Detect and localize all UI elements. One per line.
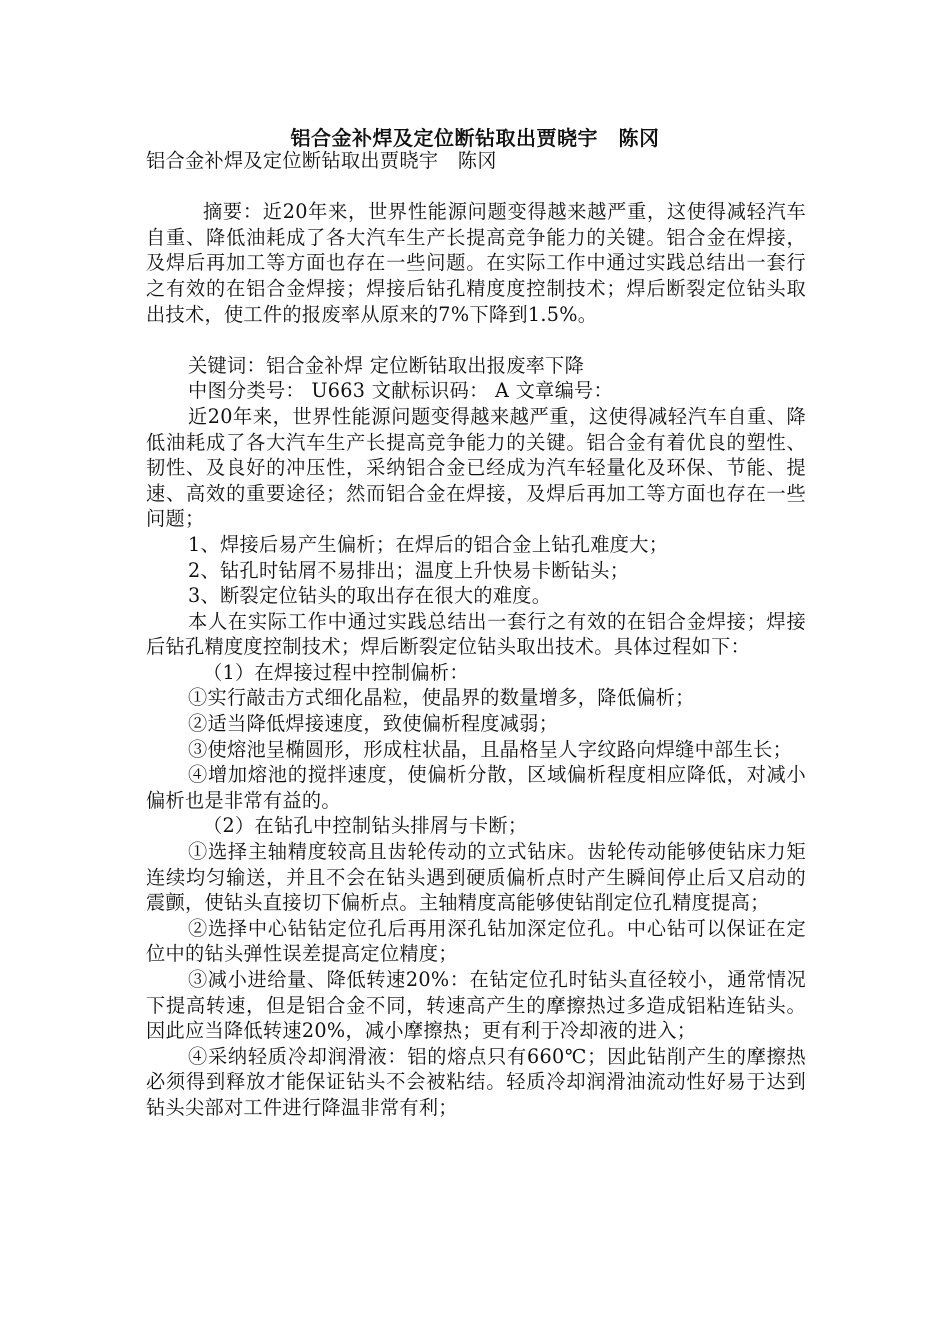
list-item: ①实行敲击方式细化晶粒，使晶界的数量增多，降低偏析； xyxy=(188,686,695,710)
body-paragraph: 近20年来，世界性能源问题变得越来越严重，这使得减轻汽车自重、降低油耗成了各大汽车生产长提高竞争能力的关键。铝合金有着优良的塑性、韧性、及良好的冲压性，采纳铝合金已经成为汽车轻量化及环保、节能、提速、高效的重要途径；然而铝合金在焊接，及焊后再加工等方面也存在一些问题； xyxy=(146,404,806,531)
list-item: ④增加熔池的搅拌速度，使偏析分散，区域偏析程度相应降低，对减小偏析也是非常有益的。 xyxy=(146,763,806,812)
section-heading: （2）在钻孔中控制钻头排屑与卡断； xyxy=(203,814,528,838)
document-title: 铝合金补焊及定位断钻取出贾晓宇 陈冈 xyxy=(290,126,660,150)
list-item: ①选择主轴精度较高且齿轮传动的立式钻床。齿轮传动能够使钻床力矩连续均匀输送，并且不会在钻头遇到硬质偏析点时产生瞬间停止后又启动的震颤，使钻头直接切下偏析点。主轴精度高能够使钻削定位孔精度提高； xyxy=(146,840,806,915)
list-item: ③使熔池呈椭圆形，形成柱状晶，且晶格呈人字纹路向焊缝中部生长； xyxy=(188,737,793,761)
list-item: ③减小进给量、降低转速20%：在钻定位孔时钻头直径较小，通常情况下提高转速，但是铝合金不同，转速高产生的摩擦热过多造成铝粘连钻头。因此应当降低转速20%，减小摩擦热；更有利于冷却液的进入； xyxy=(146,968,806,1043)
document-subtitle: 铝合金补焊及定位断钻取出贾晓宇 陈冈 xyxy=(146,149,497,172)
section-heading: （1）在焊接过程中控制偏析： xyxy=(203,660,469,684)
keywords-line: 关键词：铝合金补焊 定位断钻取出报废率下降 xyxy=(188,353,585,377)
classification-line: 中图分类号： U663 文献标识码： A 文章编号： xyxy=(188,379,614,403)
list-item: 1、焊接后易产生偏析；在焊后的铝合金上钻孔难度大； xyxy=(188,532,669,556)
abstract-paragraph: 摘要：近20年来，世界性能源问题变得越来越严重，这使得减轻汽车自重、降低油耗成了各大汽车生产长提高竞争能力的关键。铝合金在焊接，及焊后再加工等方面也存在一些问题。在实际工作中通过实践总结出一套行之有效的在铝合金焊接；焊接后钻孔精度度控制技术；焊后断裂定位钻头取出技术，使工件的报废率从原来的7%下降到1.5%。 xyxy=(146,200,806,326)
blank-line xyxy=(146,327,806,353)
list-item: 2、钻孔时钻屑不易排出；温度上升快易卡断钻头； xyxy=(188,558,630,582)
list-item: ②适当降低焊接速度，致使偏析程度减弱； xyxy=(188,712,559,736)
list-item: 3、断裂定位钻头的取出存在很大的难度。 xyxy=(188,584,552,608)
list-item: ④采纳轻质冷却润滑液：铝的熔点只有660℃；因此钻削产生的摩擦热必须得到释放才能保证钻头不会被粘结。轻质冷却润滑油流动性好易于达到钻头尖部对工件进行降温非常有利； xyxy=(146,1044,806,1119)
list-item: ②选择中心钻钻定位孔后再用深孔钻加深定位孔。中心钻可以保证在定位中的钻头弹性误差提高定位精度； xyxy=(146,916,806,966)
document-body xyxy=(146,148,806,1121)
blank-line xyxy=(146,174,806,200)
body-paragraph: 本人在实际工作中通过实践总结出一套行之有效的在铝合金焊接；焊接后钻孔精度度控制技术；焊后断裂定位钻头取出技术。具体过程如下： xyxy=(146,609,806,659)
